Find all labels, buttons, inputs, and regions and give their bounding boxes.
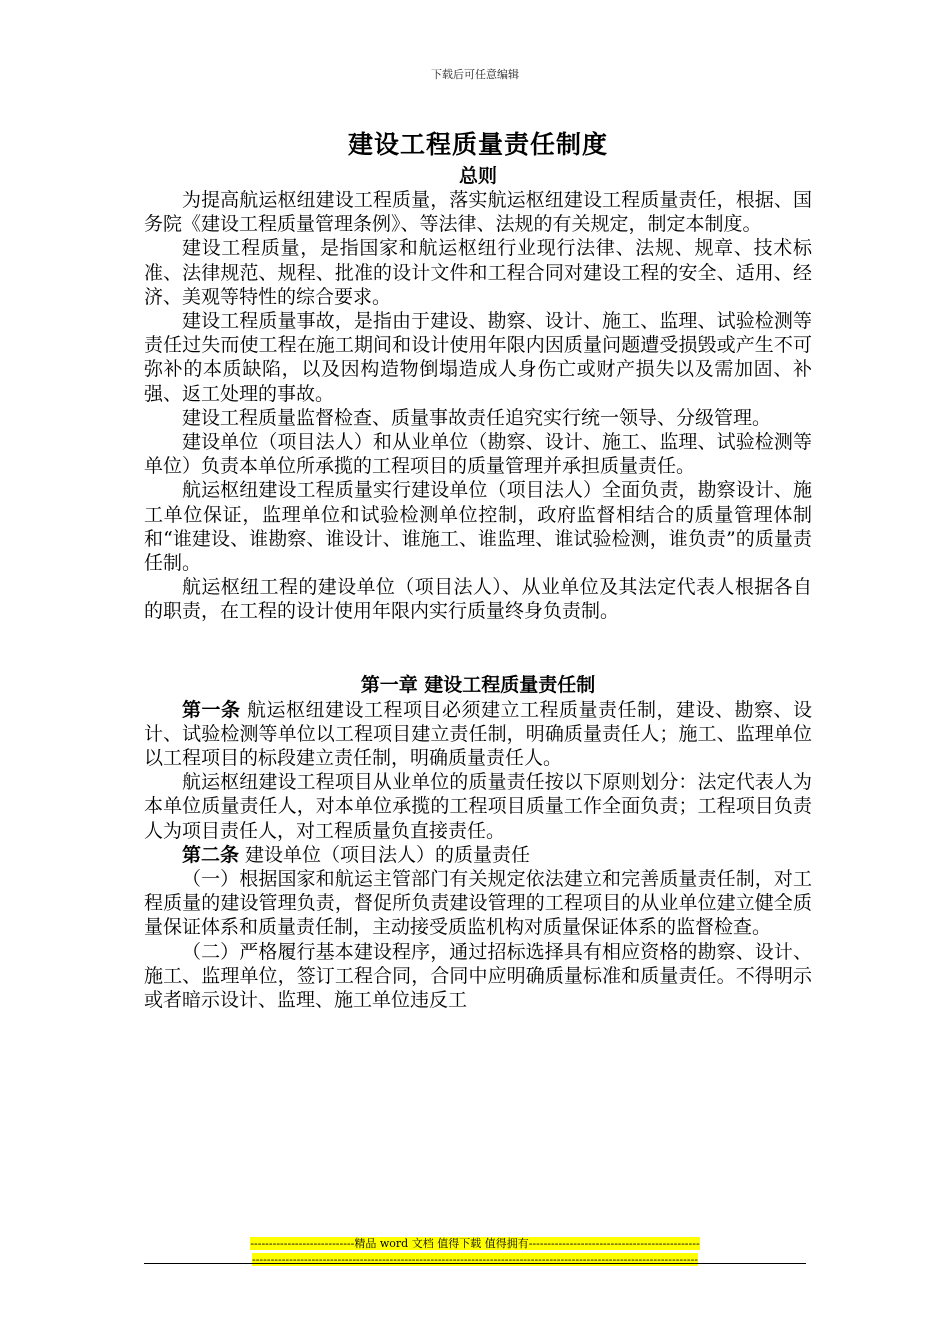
footer-dash-line: ------------------------------------------------------------------------------------------------------------------------ bbox=[251, 1253, 698, 1266]
list-item: （二）严格履行基本建设程序，通过招标选择具有相应资格的勘察、设计、施工、监理单位，签订工程合同，合同中应明确质量标准和质量责任。不得明示或者暗示设计、监理、施工单位违反工 bbox=[144, 940, 812, 1012]
document-body bbox=[144, 128, 812, 1012]
chapter-heading: 第一章 建设工程质量责任制 bbox=[360, 673, 596, 696]
paragraph: 为提高航运枢纽建设工程质量，落实航运枢纽建设工程质量责任，根据、国务院《建设工程质量管理条例》、等法律、法规的有关规定，制定本制度。 bbox=[144, 189, 812, 236]
paragraph: 建设工程质量事故，是指由于建设、勘察、设计、施工、监理、试验检测等责任过失而使工程在施工期间和设计使用年限内因质量问题遭受损毁或产生不可弥补的本质缺陷，以及因构造物倒塌造成人身伤亡或财产损失以及需加固、补强、返工处理的事故。 bbox=[144, 310, 812, 405]
paragraph: 航运枢纽工程的建设单位（项目法人）、从业单位及其法定代表人根据各自的职责，在工程的设计使用年限内实行质量终身负责制。 bbox=[144, 576, 812, 623]
article-label: 第一条 bbox=[182, 698, 241, 721]
article-text: 航运枢纽建设工程项目必须建立工程质量责任制，建设、勘察、设计、试验检测等单位以工程项目建立责任制，明确质量责任人；施工、监理单位以工程项目的标段建立责任制，明确质量责任人。 bbox=[144, 698, 812, 770]
footer-dashes bbox=[0, 1248, 950, 1267]
article-1 bbox=[144, 698, 812, 771]
footer-text: ----------------------------精品 word 文档 值得下载 值得拥有---------------------------------------------- bbox=[250, 1237, 700, 1250]
paragraph: 建设工程质量，是指国家和航运枢纽行业现行法律、法规、规章、技术标准、法律规范、规程、批准的设计文件和工程合同对建设工程的安全、适用、经济、美观等特性的综合要求。 bbox=[144, 237, 812, 308]
section-spacer bbox=[144, 624, 812, 672]
paragraph: 航运枢纽建设工程项目从业单位的质量责任按以下原则划分：法定代表人为本单位质量责任人，对本单位承揽的工程项目质量工作全面负责；工程项目负责人为项目责任人，对工程质量负直接责任。 bbox=[144, 771, 812, 842]
general-provisions-heading: 总则 bbox=[458, 165, 497, 187]
paragraph: 建设工程质量监督检查、质量事故责任追究实行统一领导、分级管理。 bbox=[182, 406, 772, 429]
footer-rule bbox=[144, 1263, 806, 1264]
article-label: 第二条 bbox=[182, 843, 240, 866]
article-text: 建设单位（项目法人）的质量责任 bbox=[239, 843, 531, 866]
paragraph: 航运枢纽建设工程质量实行建设单位（项目法人）全面负责，勘察设计、施工单位保证，监理单位和试验检测单位控制，政府监督相结合的质量管理体制和“谁建设、谁勘察、谁设计、谁施工、谁监理、谁试验检测，谁负责”的质量责任制。 bbox=[144, 479, 812, 575]
document-title: 建设工程质量责任制度 bbox=[347, 130, 608, 159]
article-2 bbox=[144, 843, 812, 867]
list-item: （一）根据国家和航运主管部门有关规定依法建立和完善质量责任制，对工程质量的建设管理负责，督促所负责建设管理的工程项目的从业单位建立健全质量保证体系和质量责任制，主动接受质监机构对质量保证体系的监督检查。 bbox=[144, 868, 812, 939]
paragraph: 建设单位（项目法人）和从业单位（勘察、设计、施工、监理、试验检测等单位）负责本单位所承揽的工程项目的质量管理并承担质量责任。 bbox=[144, 431, 812, 478]
header-note: 下载后可任意编辑 bbox=[431, 68, 519, 81]
